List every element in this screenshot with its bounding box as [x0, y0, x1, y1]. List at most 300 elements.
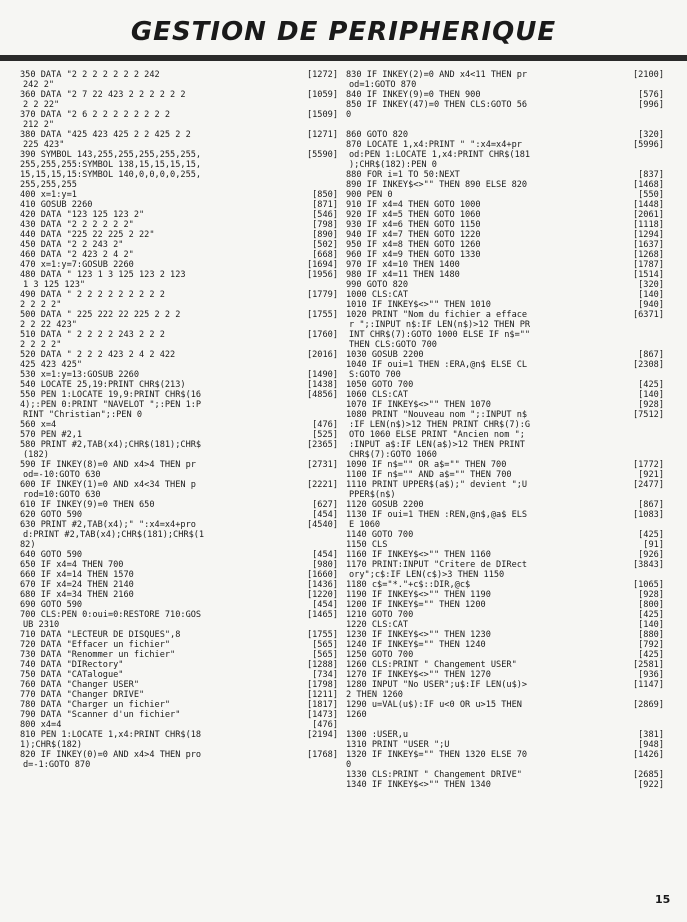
code-text: 15,15,15,15:SYMBOL 140,0,0,0,0,255,: [20, 170, 202, 180]
code-line: [20, 320, 338, 330]
checksum: [880]: [638, 630, 664, 640]
code-line: [20, 650, 338, 660]
code-line: [346, 90, 664, 100]
code-line: [20, 540, 338, 550]
checksum: [1220]: [306, 590, 338, 600]
code-line: [346, 150, 664, 160]
code-text: 370 DATA "2 6 2 2 2 2 2 2 2 2: [20, 110, 171, 120]
code-text: 1320 IF INKEY$="" THEN 1320 ELSE 70: [346, 750, 528, 760]
checksum: [454]: [312, 600, 338, 610]
code-text: :INPUT a$:IF LEN(a$)>12 THEN PRINT: [349, 440, 525, 450]
code-line: [20, 530, 338, 540]
code-text: 520 DATA " 2 2 2 423 2 4 2 422: [20, 350, 176, 360]
code-line: [346, 610, 664, 620]
code-line: [20, 100, 338, 110]
checksum: [1760]: [306, 330, 338, 340]
checksum: [2731]: [306, 460, 338, 470]
checksum: [381]: [638, 730, 664, 740]
code-line: [20, 480, 338, 490]
code-text: 710 DATA "LECTEUR DE DISQUES",8: [20, 630, 181, 640]
checksum: [850]: [312, 190, 338, 200]
code-text: E 1060: [349, 520, 381, 530]
code-text: 1200 IF INKEY$="" THEN 1200: [346, 600, 486, 610]
checksum: [1755]: [306, 630, 338, 640]
checksum: [2016]: [306, 350, 338, 360]
code-line: [346, 750, 664, 760]
code-line: [20, 750, 338, 760]
checksum: [890]: [312, 230, 338, 240]
code-text: 660 IF x4=14 THEN 1570: [20, 570, 134, 580]
checksum: [2194]: [306, 730, 338, 740]
code-line: [346, 710, 664, 720]
code-line: [346, 460, 664, 470]
code-text: 82): [20, 540, 36, 550]
code-text: 450 DATA "2 2 243 2": [20, 240, 124, 250]
checksum: [140]: [638, 290, 664, 300]
checksum: [1468]: [632, 180, 664, 190]
checksum: [1083]: [632, 510, 664, 520]
code-line: [346, 660, 664, 670]
checksum: [476]: [312, 420, 338, 430]
code-text: 1030 GOSUB 2200: [346, 350, 424, 360]
code-line: [346, 310, 664, 320]
checksum: [425]: [638, 610, 664, 620]
code-text: 2 THEN 1260: [346, 690, 403, 700]
checksum: [1147]: [632, 680, 664, 690]
code-line: [346, 780, 664, 790]
checksum: [871]: [312, 200, 338, 210]
checksum: [320]: [638, 280, 664, 290]
code-text: 1070 IF INKEY$<>"" THEN 1070: [346, 400, 491, 410]
checksum: [565]: [312, 650, 338, 660]
checksum: [1787]: [632, 260, 664, 270]
checksum: [1065]: [632, 580, 664, 590]
checksum: [936]: [638, 670, 664, 680]
code-line: [346, 430, 664, 440]
code-line: [346, 740, 664, 750]
code-line: [346, 240, 664, 250]
code-text: 890 IF INKEY$<>"" THEN 890 ELSE 820: [346, 180, 528, 190]
code-line: [346, 110, 664, 120]
code-text: 1080 PRINT "Nouveau nom ";:INPUT n$: [346, 410, 528, 420]
code-line: [20, 250, 338, 260]
code-text: 1 3 125 123": [23, 280, 86, 290]
checksum: [1059]: [306, 90, 338, 100]
code-text: 1160 IF INKEY$<>"" THEN 1160: [346, 550, 491, 560]
code-line: [346, 280, 664, 290]
checksum: [546]: [312, 210, 338, 220]
code-line: [20, 150, 338, 160]
code-text: 470 x=1:y=7:GOSUB 2260: [20, 260, 134, 270]
code-text: 430 DATA "2 2 2 2 2 2": [20, 220, 134, 230]
checksum: [1271]: [306, 130, 338, 140]
checksum: [1755]: [306, 310, 338, 320]
code-text: od:PEN 1:LOCATE 1,x4:PRINT CHR$(181: [349, 150, 531, 160]
code-text: 700 CLS:PEN 0:oui=0:RESTORE 710:GOS: [20, 610, 202, 620]
checksum: [550]: [638, 190, 664, 200]
checksum: [1637]: [632, 240, 664, 250]
code-text: 570 PEN #2,1: [20, 430, 83, 440]
code-line: [346, 180, 664, 190]
listing-column-right: [346, 70, 664, 790]
code-text: 730 DATA "Renommer un fichier": [20, 650, 176, 660]
code-text: 225 423": [23, 140, 65, 150]
code-line: [346, 490, 664, 500]
code-line: [346, 440, 664, 450]
code-text: 1310 PRINT "USER ";U: [346, 740, 450, 750]
code-line: [346, 630, 664, 640]
checksum: [1288]: [306, 660, 338, 670]
code-line: [346, 210, 664, 220]
page-title: GESTION DE PERIPHERIQUE: [130, 17, 557, 47]
checksum: [1438]: [306, 380, 338, 390]
checksum: [1768]: [306, 750, 338, 760]
checksum: [4540]: [306, 520, 338, 530]
code-line: [20, 700, 338, 710]
code-text: 1210 GOTO 700: [346, 610, 414, 620]
checksum: [140]: [638, 390, 664, 400]
code-line: [20, 170, 338, 180]
checksum: [2308]: [632, 360, 664, 370]
checksum: [425]: [638, 650, 664, 660]
code-line: [20, 160, 338, 170]
listing-column-left: [20, 70, 338, 770]
checksum: [1294]: [632, 230, 664, 240]
code-line: [346, 680, 664, 690]
checksum: [800]: [638, 600, 664, 610]
code-line: [20, 720, 338, 730]
checksum: [996]: [638, 100, 664, 110]
code-text: 490 DATA " 2 2 2 2 2 2 2 2 2: [20, 290, 165, 300]
code-text: 2 2 2 2": [20, 300, 62, 310]
code-line: [346, 600, 664, 610]
code-text: 610 IF INKEY(9)=0 THEN 650: [20, 500, 155, 510]
code-line: [20, 600, 338, 610]
code-text: ory";c$:IF LEN(c$)>3 THEN 1150: [349, 570, 505, 580]
code-text: 1270 IF INKEY$<>"" THEN 1270: [346, 670, 491, 680]
code-line: [346, 190, 664, 200]
code-line: [20, 340, 338, 350]
code-text: 1250 GOTO 700: [346, 650, 414, 660]
code-line: [20, 610, 338, 620]
code-line: [20, 190, 338, 200]
code-text: 770 DATA "Changer DRIVE": [20, 690, 145, 700]
code-text: 1330 CLS:PRINT " Changement DRIVE": [346, 770, 522, 780]
code-text: 1050 GOTO 700: [346, 380, 414, 390]
code-line: [346, 370, 664, 380]
code-text: 880 FOR i=1 TO 50:NEXT: [346, 170, 460, 180]
checksum: [2365]: [306, 440, 338, 450]
code-line: [20, 70, 338, 80]
code-line: [346, 470, 664, 480]
code-text: 560 x=4: [20, 420, 57, 430]
checksum: [1426]: [632, 750, 664, 760]
code-text: 440 DATA "225 22 225 2 22": [20, 230, 155, 240]
checksum: [1956]: [306, 270, 338, 280]
checksum: [928]: [638, 400, 664, 410]
checksum: [627]: [312, 500, 338, 510]
code-line: [346, 530, 664, 540]
code-line: [346, 230, 664, 240]
code-text: 980 IF x4=11 THEN 1480: [346, 270, 460, 280]
code-text: 580 PRINT #2,TAB(x4);CHR$(181);CHR$: [20, 440, 202, 450]
code-text: 480 DATA " 123 1 3 125 123 2 123: [20, 270, 186, 280]
code-text: 1090 IF n$="" OR a$="" THEN 700: [346, 460, 507, 470]
code-text: 590 IF INKEY(8)=0 AND x4>4 THEN pr: [20, 460, 196, 470]
code-text: 0: [346, 760, 352, 770]
code-line: [20, 80, 338, 90]
code-line: [346, 350, 664, 360]
code-line: [20, 690, 338, 700]
code-line: [20, 210, 338, 220]
code-line: [20, 550, 338, 560]
code-text: 255,255,255:SYMBOL 138,15,15,15,15,: [20, 160, 202, 170]
code-line: [20, 420, 338, 430]
code-text: PPER$(n$): [349, 490, 396, 500]
code-text: CHR$(7):GOTO 1060: [349, 450, 437, 460]
code-line: [346, 640, 664, 650]
code-text: 800 x4=4: [20, 720, 62, 730]
checksum: [798]: [312, 220, 338, 230]
code-line: [346, 130, 664, 140]
code-line: [20, 230, 338, 240]
code-line: [346, 270, 664, 280]
checksum: [476]: [312, 720, 338, 730]
code-line: [20, 730, 338, 740]
code-text: 780 DATA "Charger un fichier": [20, 700, 171, 710]
code-line: [20, 510, 338, 520]
checksum: [2477]: [632, 480, 664, 490]
checksum: [940]: [638, 300, 664, 310]
code-line: [346, 70, 664, 80]
code-text: 1230 IF INKEY$<>"" THEN 1230: [346, 630, 491, 640]
code-line: [346, 400, 664, 410]
code-text: 650 IF x4=4 THEN 700: [20, 560, 124, 570]
checksum: [926]: [638, 550, 664, 560]
code-text: 950 IF x4=8 THEN GOTO 1260: [346, 240, 481, 250]
code-line: [20, 290, 338, 300]
code-text: d=-1:GOTO 870: [23, 760, 91, 770]
checksum: [502]: [312, 240, 338, 250]
checksum: [1798]: [306, 680, 338, 690]
code-text: 550 PEN 1:LOCATE 19,9:PRINT CHR$(16: [20, 390, 202, 400]
code-line: [346, 620, 664, 630]
checksum: [2061]: [632, 210, 664, 220]
code-text: 900 PEN 0: [346, 190, 393, 200]
code-line: [20, 500, 338, 510]
code-text: S:GOTO 700: [349, 370, 401, 380]
code-line: [20, 110, 338, 120]
code-text: 2 2 2 2": [20, 340, 62, 350]
checksum: [867]: [638, 500, 664, 510]
checksum: [91]: [643, 540, 664, 550]
code-line: [346, 590, 664, 600]
code-line: [20, 630, 338, 640]
code-text: 1290 u=VAL(u$):IF u<0 OR u>15 THEN: [346, 700, 522, 710]
checksum: [1272]: [306, 70, 338, 80]
checksum: [980]: [312, 560, 338, 570]
checksum: [576]: [638, 90, 664, 100]
code-text: 1220 CLS:CAT: [346, 620, 409, 630]
code-text: 1040 IF oui=1 THEN :ERA,@n$ ELSE CL: [346, 360, 528, 370]
checksum: [2685]: [632, 770, 664, 780]
code-line: [346, 140, 664, 150]
checksum: [1268]: [632, 250, 664, 260]
checksum: [1436]: [306, 580, 338, 590]
code-line: [346, 480, 664, 490]
code-line: [20, 240, 338, 250]
code-text: 920 IF x4=5 THEN GOTO 1060: [346, 210, 481, 220]
code-line: [20, 180, 338, 190]
checksum: [1509]: [306, 110, 338, 120]
code-line: [20, 370, 338, 380]
code-line: [20, 670, 338, 680]
checksum: [320]: [638, 130, 664, 140]
checksum: [565]: [312, 640, 338, 650]
code-text: 910 IF x4=4 THEN GOTO 1000: [346, 200, 481, 210]
code-line: [20, 440, 338, 450]
code-line: [346, 100, 664, 110]
code-text: 255,255,255: [20, 180, 77, 190]
code-line: [346, 690, 664, 700]
code-line: [20, 300, 338, 310]
checksum: [1694]: [306, 260, 338, 270]
code-line: [20, 660, 338, 670]
code-line: [20, 460, 338, 470]
code-line: [346, 760, 664, 770]
code-line: [20, 410, 338, 420]
code-line: [346, 390, 664, 400]
code-text: 1340 IF INKEY$<>"" THEN 1340: [346, 780, 491, 790]
code-text: 760 DATA "Changer USER": [20, 680, 139, 690]
code-text: 390 SYMBOL 143,255,255,255,255,255,: [20, 150, 202, 160]
code-line: [20, 590, 338, 600]
code-text: 1190 IF INKEY$<>"" THEN 1190: [346, 590, 491, 600]
code-text: 810 PEN 1:LOCATE 1,x4:PRINT CHR$(18: [20, 730, 202, 740]
code-line: [20, 280, 338, 290]
code-text: 840 IF INKEY(9)=0 THEN 900: [346, 90, 481, 100]
code-text: 360 DATA "2 7 22 423 2 2 2 2 2 2: [20, 90, 186, 100]
code-text: 830 IF INKEY(2)=0 AND x4<11 THEN pr: [346, 70, 528, 80]
checksum: [1514]: [632, 270, 664, 280]
code-line: [20, 760, 338, 770]
code-line: [20, 430, 338, 440]
code-line: [346, 670, 664, 680]
code-line: [346, 570, 664, 580]
code-line: [20, 270, 338, 280]
code-text: 400 x=1:y=1: [20, 190, 77, 200]
code-text: 1120 GOSUB 2200: [346, 500, 424, 510]
code-line: [20, 580, 338, 590]
code-text: 1130 IF oui=1 THEN :REN,@n$,@a$ ELS: [346, 510, 528, 520]
code-line: [20, 350, 338, 360]
code-line: [20, 620, 338, 630]
code-line: [20, 260, 338, 270]
code-text: 425 423 425": [20, 360, 83, 370]
checksum: [2221]: [306, 480, 338, 490]
checksum: [928]: [638, 590, 664, 600]
code-text: 790 DATA "Scanner d'un fichier": [20, 710, 181, 720]
code-line: [20, 120, 338, 130]
code-text: 460 DATA "2 423 2 4 2": [20, 250, 134, 260]
checksum: [1211]: [306, 690, 338, 700]
checksum: [922]: [638, 780, 664, 790]
code-line: [346, 500, 664, 510]
checksum: [1779]: [306, 290, 338, 300]
code-text: 850 IF INKEY(47)=0 THEN CLS:GOTO 56: [346, 100, 528, 110]
checksum: [7512]: [632, 410, 664, 420]
code-text: 1180 c$="*."+c$::DIR,@c$: [346, 580, 471, 590]
code-line: [346, 170, 664, 180]
checksum: [2100]: [632, 70, 664, 80]
checksum: [525]: [312, 430, 338, 440]
code-text: 1260: [346, 710, 367, 720]
checksum: [921]: [638, 470, 664, 480]
code-line: [20, 390, 338, 400]
code-text: rod=10:GOTO 630: [23, 490, 101, 500]
checksum: [1465]: [306, 610, 338, 620]
checksum: [1660]: [306, 570, 338, 580]
checksum: [1772]: [632, 460, 664, 470]
checksum: [1473]: [306, 710, 338, 720]
code-line: [346, 80, 664, 90]
code-text: od=1:GOTO 870: [349, 80, 417, 90]
checksum: [2581]: [632, 660, 664, 670]
code-text: 720 DATA "Effacer un fichier": [20, 640, 171, 650]
code-line: [346, 650, 664, 660]
code-text: 1010 IF INKEY$<>"" THEN 1010: [346, 300, 491, 310]
code-line: [20, 140, 338, 150]
code-line: [346, 330, 664, 340]
checksum: [668]: [312, 250, 338, 260]
code-line: [346, 290, 664, 300]
code-line: [346, 770, 664, 780]
code-text: 600 IF INKEY(1)=0 AND x4<34 THEN p: [20, 480, 196, 490]
code-line: [346, 580, 664, 590]
code-line: [20, 560, 338, 570]
code-text: 1150 CLS: [346, 540, 388, 550]
code-line: [346, 380, 664, 390]
title-rule: [0, 55, 687, 61]
code-line: [346, 360, 664, 370]
code-line: [346, 250, 664, 260]
code-line: [346, 550, 664, 560]
code-text: RINT "Christian";:PEN 0: [23, 410, 142, 420]
code-text: 620 GOTO 590: [20, 510, 83, 520]
checksum: [6371]: [632, 310, 664, 320]
code-text: );CHR$(182):PEN 0: [349, 160, 437, 170]
checksum: [1490]: [306, 370, 338, 380]
code-text: 540 LOCATE 25,19:PRINT CHR$(213): [20, 380, 186, 390]
checksum: [734]: [312, 670, 338, 680]
checksum: [454]: [312, 550, 338, 560]
checksum: [5590]: [306, 150, 338, 160]
code-text: THEN CLS:GOTO 700: [349, 340, 437, 350]
code-text: 1100 IF n$="" AND a$="" THEN 700: [346, 470, 512, 480]
code-line: [346, 520, 664, 530]
code-line: [20, 520, 338, 530]
code-line: [20, 310, 338, 320]
code-text: 4);:PEN 0:PRINT "NAVELOT ";:PEN 1:P: [20, 400, 202, 410]
code-text: 380 DATA "425 423 425 2 2 425 2 2: [20, 130, 191, 140]
code-text: 1240 IF INKEY$="" THEN 1240: [346, 640, 486, 650]
code-text: 940 IF x4=7 THEN GOTO 1220: [346, 230, 481, 240]
code-line: [20, 710, 338, 720]
code-line: [346, 320, 664, 330]
code-text: d:PRINT #2,TAB(x4);CHR$(181);CHR$(1: [23, 530, 205, 540]
code-line: [20, 360, 338, 370]
code-text: 410 GOSUB 2260: [20, 200, 93, 210]
